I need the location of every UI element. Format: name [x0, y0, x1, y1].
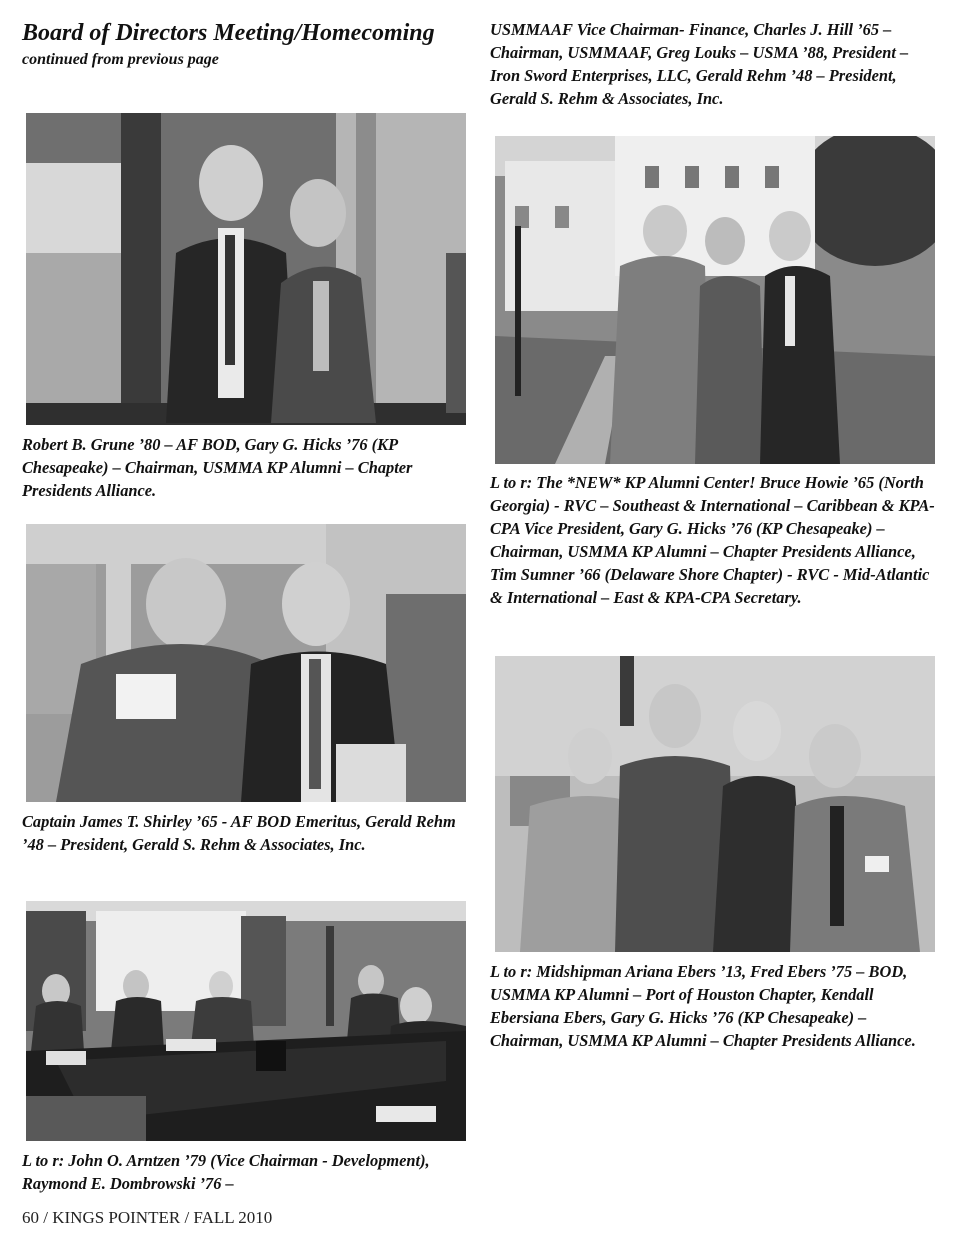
photo-5-caption: L to r: John O. Arntzen ’79 (Vice Chairman - Development), Raymond E. Dombrowski ’76 –	[22, 1151, 430, 1193]
photo-alumni-center	[495, 136, 935, 464]
photo-shirley-rehm	[26, 524, 466, 802]
photo-grune-hicks	[26, 113, 466, 425]
article-title: Board of Directors Meeting/Homecoming	[22, 20, 435, 46]
photo-2-caption: L to r: The *NEW* KP Alumni Center! Bruce Howie ’65 (North Georgia) - RVC – Southeast & International – Caribbean & KPA-CPA Vice President, Gary G. Hicks ’76 (KP Chesapeake) – Chairman, USMMA KP Alumni – Chapter Presidents Alliance, Tim Sumner ’66 (Delaware Shore Chapter) - RVC - Mid-Atlantic & International – East & KPA-CPA Secretary.	[490, 473, 935, 607]
top-right-caption: USMMAAF Vice Chairman- Finance, Charles J. Hill ’65 – Chairman, USMMAAF, Greg Louks – USMA ’88, President – Iron Sword Enterprises, LLC, Gerald Rehm ’48 – President, Gerald S. Rehm & Associates, Inc.	[490, 20, 909, 108]
photo-3-caption: Captain James T. Shirley ’65 - AF BOD Emeritus, Gerald Rehm ’48 – President, Gerald S. Rehm & Associates, Inc.	[22, 812, 456, 854]
photo-1-caption: Robert B. Grune ’80 – AF BOD, Gary G. Hicks ’76 (KP Chesapeake) – Chairman, USMMA KP Alumni – Chapter Presidents Alliance.	[22, 435, 413, 500]
page-footer: 60 / KINGS POINTER / FALL 2010	[22, 1208, 273, 1227]
photo-ebers-family	[495, 656, 935, 952]
photo-meeting-table	[26, 901, 466, 1141]
article-subtitle: continued from previous page	[22, 51, 219, 68]
photo-4-caption: L to r: Midshipman Ariana Ebers ’13, Fred Ebers ’75 – BOD, USMMA KP Alumni – Port of Houston Chapter, Kendall Ebersiana Ebers, Gary G. Hicks ’76 (KP Chesapeake) – Chairman, USMMA KP Alumni – Chapter Presidents Alliance.	[490, 962, 916, 1050]
